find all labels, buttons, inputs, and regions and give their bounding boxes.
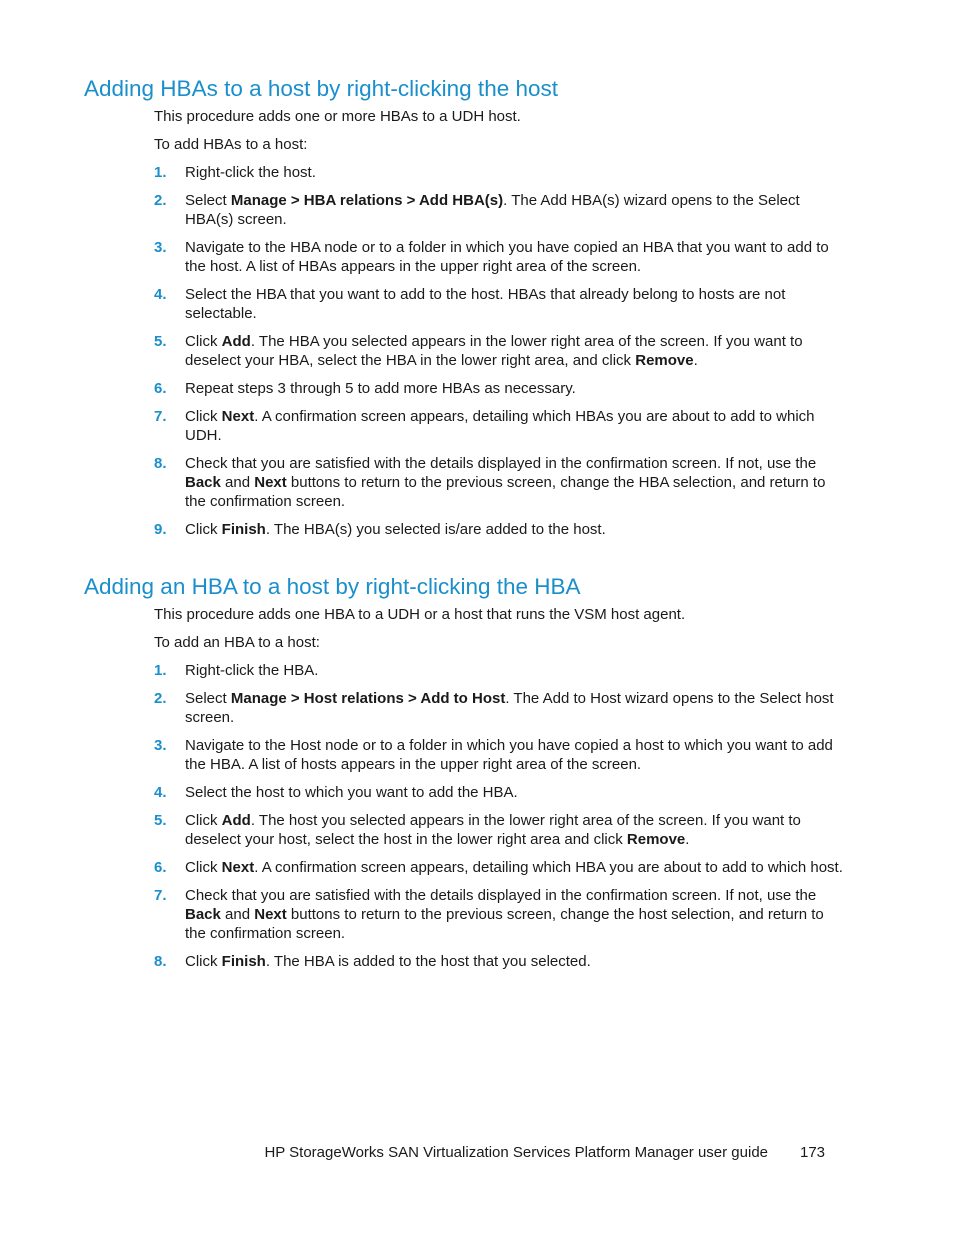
text-run: and: [220, 906, 255, 923]
list-item: [0, 858, 954, 877]
text-run: Navigate to the HBA node or to a folder in which you have copied an HBA that you want to add to the host. A list of HBAs appears in the upper right area of the screen.: [185, 239, 829, 275]
text-run: Check that you are satisfied with the details displayed in the confirmation screen. If not, use the: [185, 887, 817, 904]
list-item: [0, 332, 954, 370]
step-number: 5.: [154, 333, 167, 350]
text-run: .: [685, 831, 690, 848]
step-number: 3.: [154, 239, 167, 256]
section-add-hba-to-host: [0, 572, 954, 980]
step-text: [185, 238, 845, 276]
page-number: 173: [800, 1144, 826, 1161]
text-run: Click: [185, 408, 222, 425]
list-item: [0, 191, 954, 229]
text-run: Select: [185, 690, 231, 707]
procedure-steps: [0, 163, 954, 539]
step-number: 6.: [154, 859, 167, 876]
text-run: buttons to return to the previous screen, change the HBA selection, and return to the confirmation screen.: [185, 474, 826, 510]
ui-term: Next: [254, 906, 287, 923]
ui-term: Remove: [626, 831, 686, 848]
list-item: [0, 811, 954, 849]
list-item: [0, 952, 954, 971]
step-text: [185, 163, 845, 182]
text-run: Select the HBA that you want to add to the host. HBAs that already belong to hosts are not selectable.: [185, 286, 786, 322]
step-number: 3.: [154, 737, 167, 754]
step-number: 8.: [154, 455, 167, 472]
list-item: [0, 886, 954, 943]
ui-term: Add: [221, 333, 251, 350]
step-number: 7.: [154, 887, 167, 904]
intro-paragraph: This procedure adds one HBA to a UDH or a host that runs the VSM host agent.: [154, 606, 686, 623]
intro-paragraph: This procedure adds one or more HBAs to a UDH host.: [154, 108, 521, 125]
ui-term: Remove: [635, 352, 694, 369]
text-run: Right-click the host.: [185, 164, 316, 181]
step-text: [185, 736, 845, 774]
step-text: [185, 661, 845, 680]
step-number: 1.: [154, 164, 167, 181]
ui-term: Back: [185, 906, 221, 923]
text-run: . The HBA(s) you selected is/are added to the host.: [265, 521, 606, 538]
step-text: [185, 332, 845, 370]
section-add-hbas-to-host: [0, 74, 954, 548]
text-run: . The host you selected appears in the lower right area of the screen. If you want to deselect your host, select the host in the lower right area and click: [185, 812, 801, 848]
text-run: . A confirmation screen appears, detailing which HBA you are about to add to which host.: [254, 859, 843, 876]
text-run: Navigate to the Host node or to a folder in which you have copied a host to which you want to add the HBA. A list of hosts appears in the upper right area of the screen.: [185, 737, 833, 773]
step-text: [185, 191, 845, 229]
text-run: Check that you are satisfied with the details displayed in the confirmation screen. If not, use the: [185, 455, 817, 472]
section-heading: Adding an HBA to a host by right-clicking the HBA: [84, 574, 581, 599]
ui-term: Next: [221, 408, 255, 425]
list-item: [0, 379, 954, 398]
text-run: .: [693, 352, 698, 369]
text-run: Click: [185, 953, 222, 970]
list-item: [0, 661, 954, 680]
section-heading: Adding HBAs to a host by right-clicking the host: [84, 76, 558, 101]
step-text: [185, 811, 845, 849]
text-run: . The HBA you selected appears in the lower right area of the screen. If you want to deselect your HBA, select the HBA in the lower right area, and click: [185, 333, 803, 369]
text-run: Click: [185, 859, 222, 876]
text-run: Select: [185, 192, 231, 209]
step-text: [185, 407, 845, 445]
ui-term: Next: [221, 859, 255, 876]
step-number: 2.: [154, 690, 167, 707]
text-run: buttons to return to the previous screen, change the host selection, and return to the confirmation screen.: [185, 906, 824, 942]
list-item: [0, 285, 954, 323]
text-run: . A confirmation screen appears, detailing which HBAs you are about to add to which UDH.: [185, 408, 815, 444]
step-text: [185, 520, 845, 539]
ui-term: Finish: [221, 521, 266, 538]
step-text: [185, 689, 845, 727]
step-number: 6.: [154, 380, 167, 397]
list-item: [0, 407, 954, 445]
ui-term: Manage > Host relations > Add to Host: [230, 690, 506, 707]
list-item: [0, 238, 954, 276]
list-item: [0, 454, 954, 511]
procedure-lead: To add HBAs to a host:: [154, 136, 308, 153]
step-text: [185, 379, 845, 398]
list-item: [0, 520, 954, 539]
text-run: Click: [185, 521, 222, 538]
ui-term: Add: [221, 812, 251, 829]
step-text: [185, 858, 845, 877]
page-footer: [0, 1143, 954, 1163]
text-run: Click: [185, 812, 222, 829]
text-run: Repeat steps 3 through 5 to add more HBAs as necessary.: [185, 380, 576, 397]
text-run: . The Add HBA(s) wizard opens to the Select HBA(s) screen.: [185, 192, 800, 228]
text-run: . The Add to Host wizard opens to the Select host screen.: [185, 690, 834, 726]
step-number: 4.: [154, 286, 167, 303]
step-number: 4.: [154, 784, 167, 801]
procedure-lead: To add an HBA to a host:: [154, 634, 320, 651]
step-number: 9.: [154, 521, 167, 538]
list-item: [0, 163, 954, 182]
text-run: Select the host to which you want to add the HBA.: [185, 784, 518, 801]
step-number: 1.: [154, 662, 167, 679]
footer-title: HP StorageWorks SAN Virtualization Services Platform Manager user guide: [264, 1144, 768, 1161]
ui-term: Next: [254, 474, 287, 491]
step-text: [185, 886, 845, 943]
step-text: [185, 783, 845, 802]
text-run: Click: [185, 333, 222, 350]
step-number: 8.: [154, 953, 167, 970]
step-number: 7.: [154, 408, 167, 425]
ui-term: Back: [185, 474, 221, 491]
text-run: . The HBA is added to the host that you selected.: [265, 953, 591, 970]
text-run: Right-click the HBA.: [185, 662, 319, 679]
text-run: and: [220, 474, 255, 491]
step-text: [185, 454, 845, 511]
list-item: [0, 689, 954, 727]
step-number: 2.: [154, 192, 167, 209]
step-number: 5.: [154, 812, 167, 829]
step-text: [185, 285, 845, 323]
step-text: [185, 952, 845, 971]
ui-term: Manage > HBA relations > Add HBA(s): [230, 192, 504, 209]
procedure-steps: [0, 661, 954, 971]
list-item: [0, 736, 954, 774]
ui-term: Finish: [221, 953, 266, 970]
list-item: [0, 783, 954, 802]
